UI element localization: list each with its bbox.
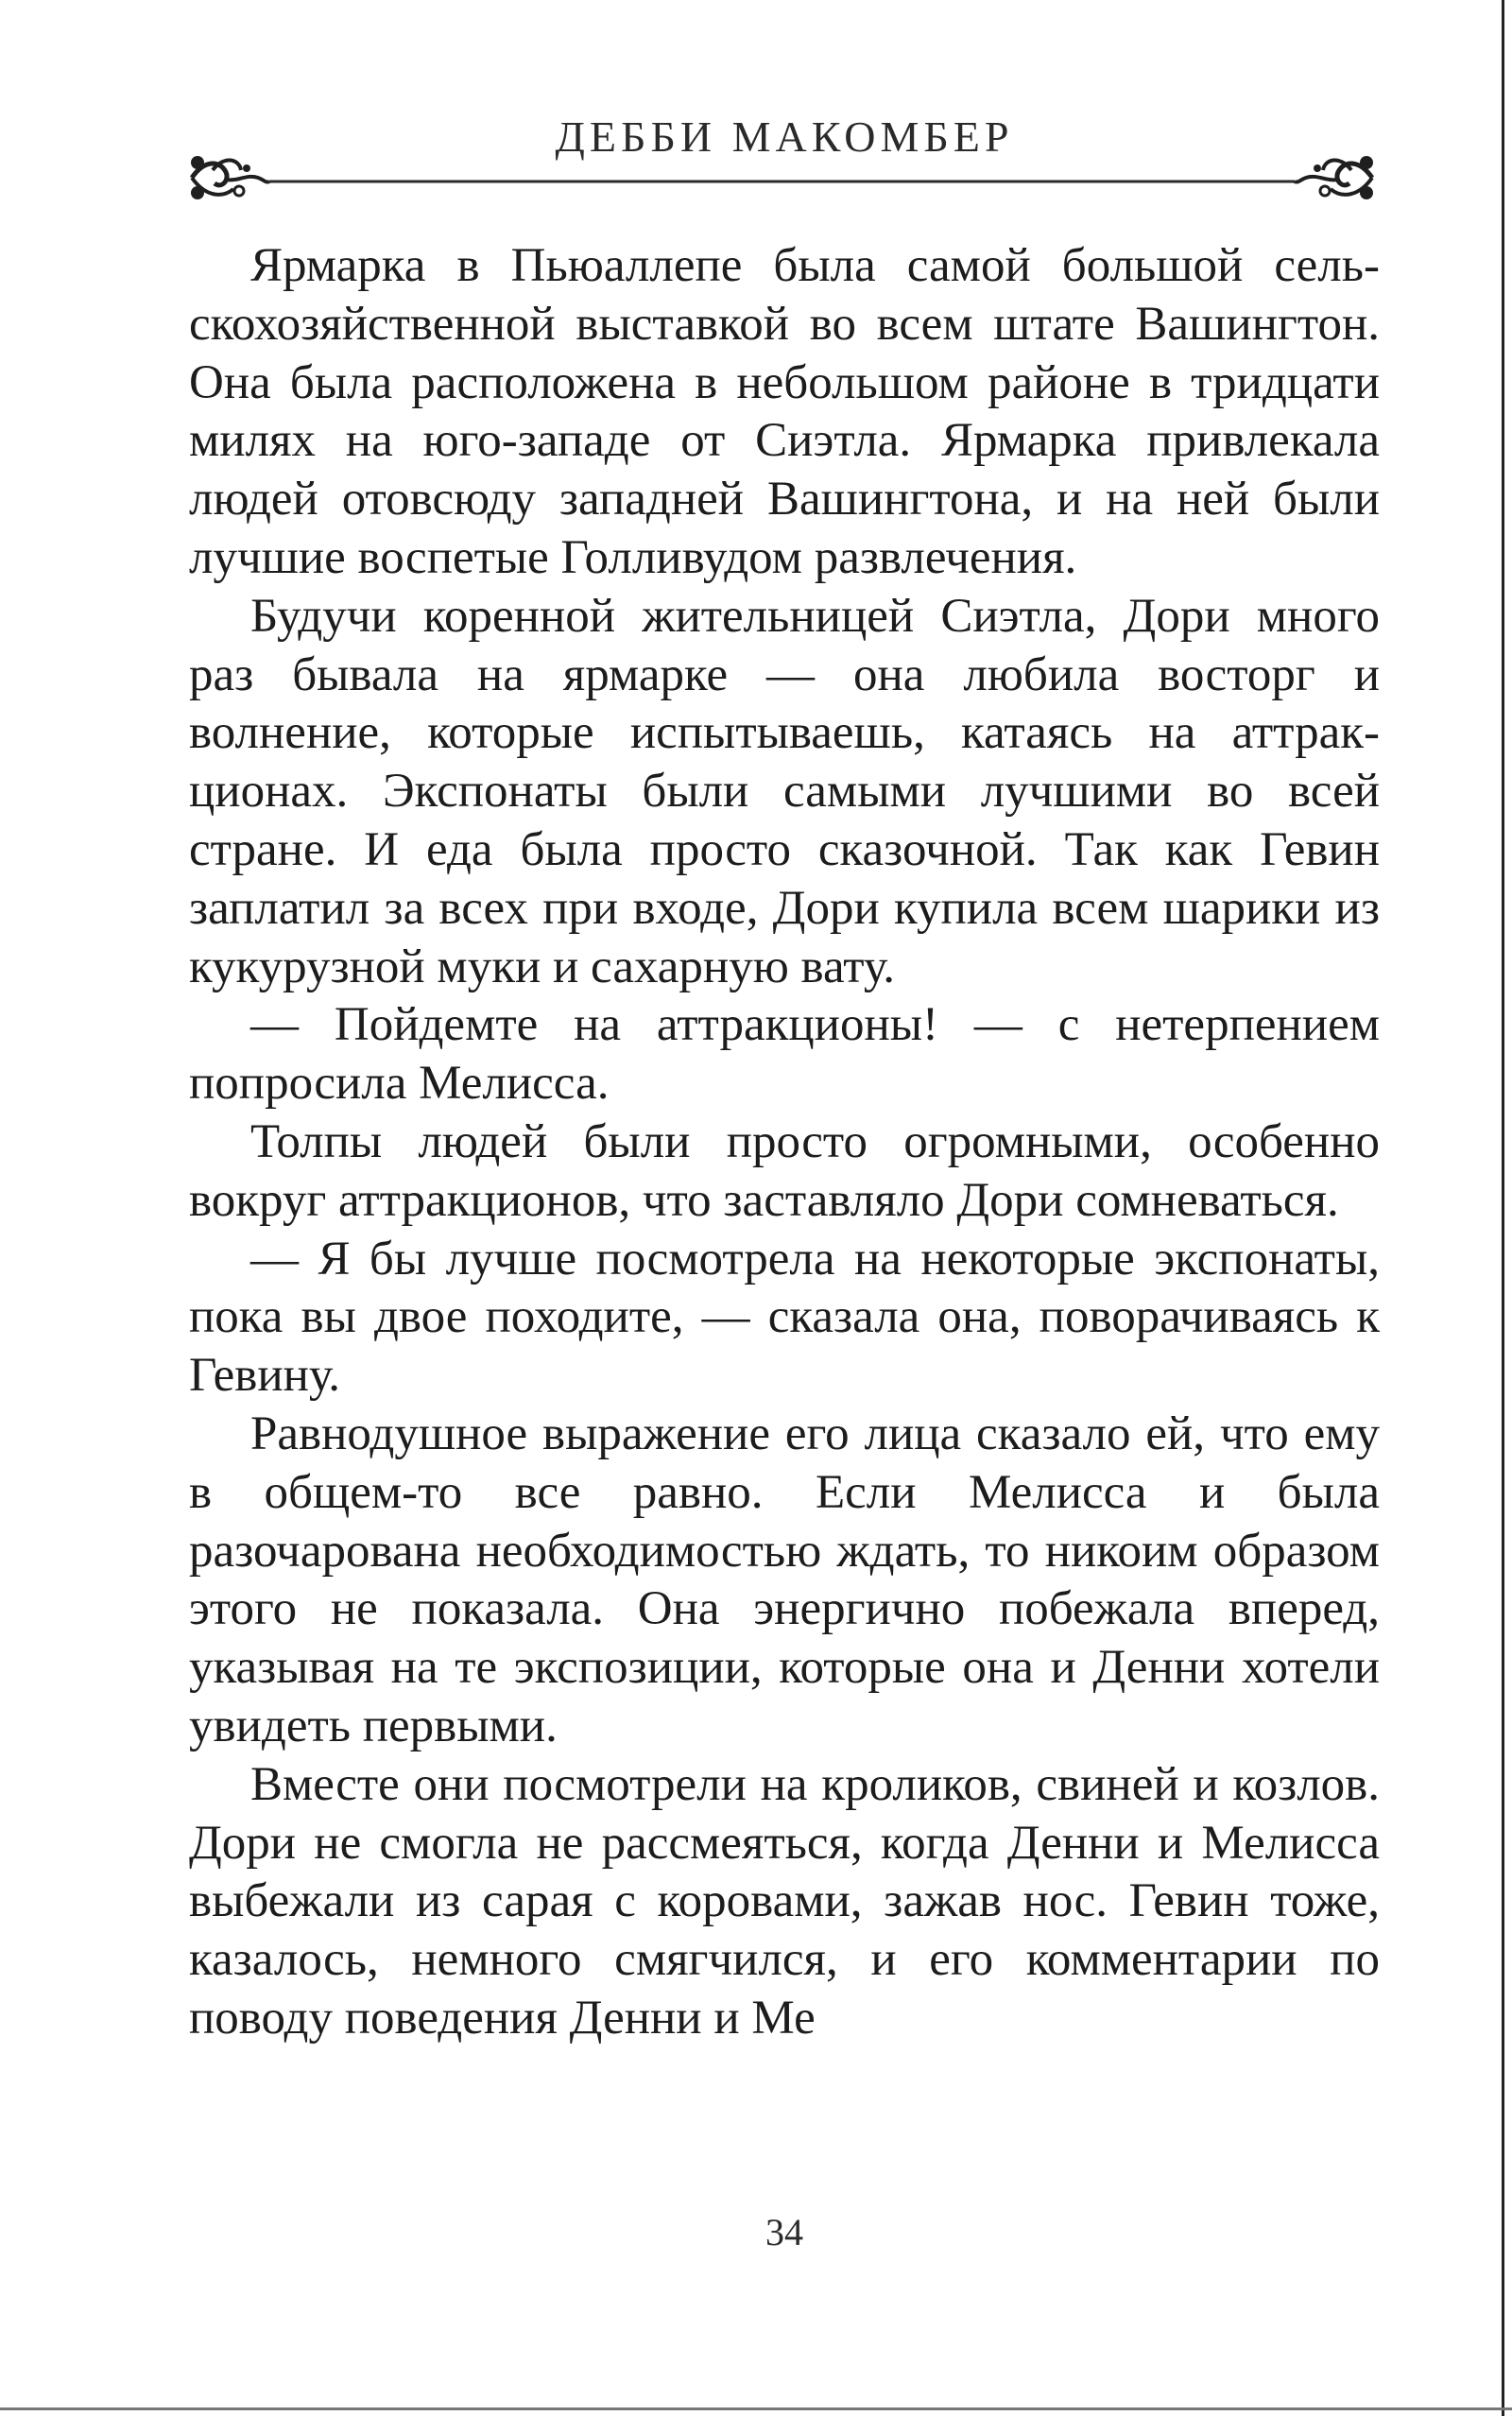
- page-right-border: [1502, 0, 1504, 2416]
- paragraph-5: — Я бы лучше посмотрела на некоторые экспонаты, пока вы двое походите, — сказала она, поворачиваясь к Гевину.: [189, 1232, 1380, 1403]
- paragraph-7: Вместе они посмотрели на кроликов, свиней и козлов. Дори не смогла не рассмеяться, когда Денни и Мелисса выбежали из сарая с коровами, зажав нос. Гевин тоже, казалось, немного смягчился, и его комментарии по поводу поведения Денни и Ме: [189, 1757, 1380, 2045]
- header-ornament-rule: [184, 142, 1380, 217]
- paragraph-2: Будучи коренной жительницей Сиэтла, Дори много раз бывала на ярмарке — она любила восторг и волнение, которые испытываешь, катаясь на аттракционах. Экспонаты были самыми лучшими во всей стране. И еда была просто сказочной. Так как Гевин заплатил за всех при входе, Дори купила всем шарики из кукурузной муки и сахарную вату.: [189, 589, 1380, 993]
- running-header-author: ДЕББИ МАКОМБЕР: [555, 112, 1014, 161]
- floral-flourish-right-icon: [1295, 156, 1373, 199]
- paragraph-1: Ярмарка в Пьюаллепе была самой большой сельскохозяйственной выставкой во всем штате Вашингтон. Она была расположена в небольшом районе в тридцати милях на юго-западе от Сиэтла. Ярмарка привлекала людей отовсюду западней Вашингтона, и на ней были лучшие воспетые Голливудом развлечения.: [189, 239, 1380, 584]
- paragraph-6: Равнодушное выражение его лица сказало ей, что ему в общем-то все равно. Если Мелисса и была разочарована необходимостью ждать, то никоим образом этого не показала. Она энергично побежала вперед, указывая на те экспозиции, которые она и Денни хотели увидеть первыми.: [189, 1406, 1380, 1752]
- page-bottom-border: [0, 2407, 1512, 2410]
- page-number: 34: [765, 2211, 803, 2253]
- paragraph-4: Толпы людей были просто огромными, особенно вокруг аттракционов, что заставляло Дори сомневаться.: [189, 1114, 1380, 1227]
- paragraph-3: — Пойдемте на аттракционы! — с нетерпением попросила Мелисса.: [189, 998, 1380, 1111]
- floral-flourish-left-icon: [191, 156, 269, 199]
- body-text: [189, 237, 1380, 2048]
